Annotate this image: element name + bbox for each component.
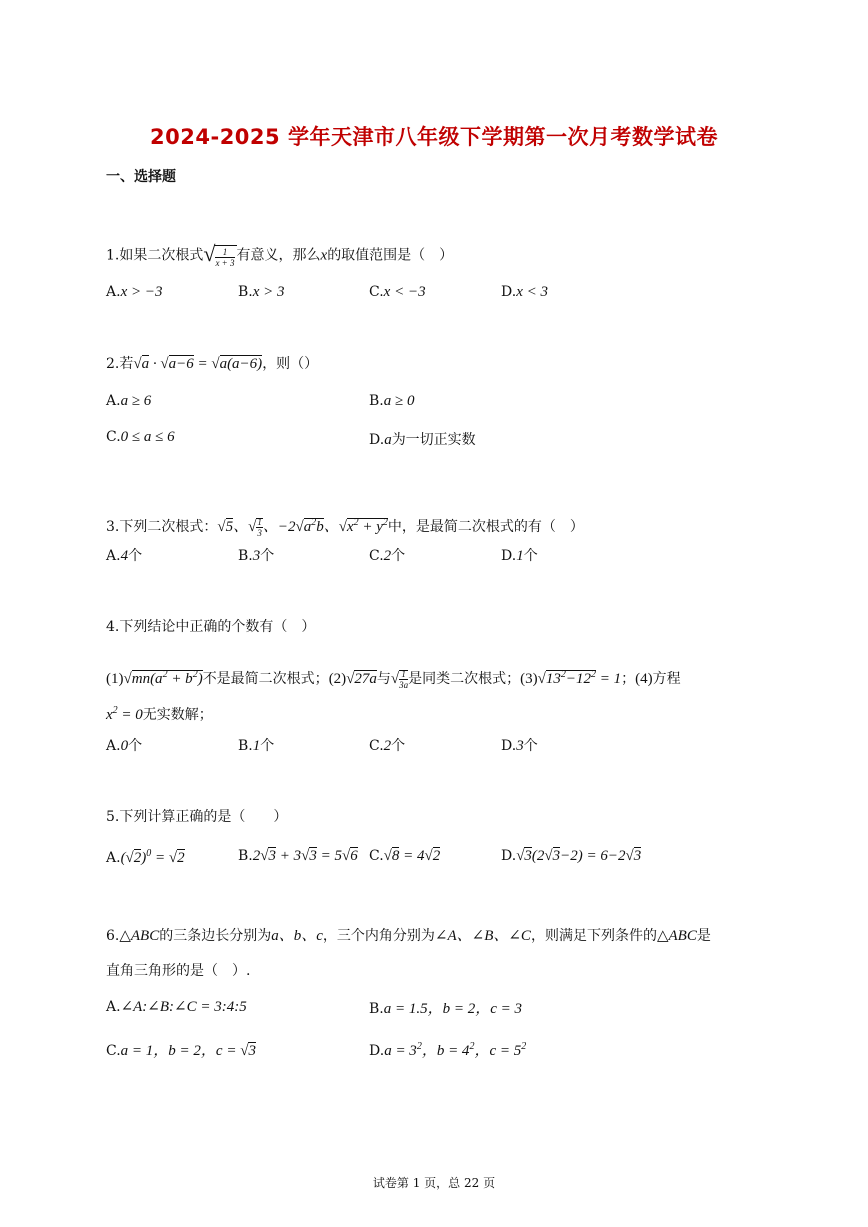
q4-option-b[interactable]: B.1个 <box>238 738 275 754</box>
question-4-statements: $(1)√mn(a^2 + b^2)$不是最简二次根式；(2)√27a与√ $\frac{1}{3a}$ 是同类二次根式；$(3)√13^2-12^2 = 1$；(4)方程 <box>106 669 681 691</box>
q5-option-a[interactable]: $A.(√2)^0 = √2$ <box>106 848 185 866</box>
q4-option-d[interactable]: D.3个 <box>501 738 538 754</box>
q5-option-b[interactable]: B.2√3 + 3√3 = 5√6 <box>238 848 358 864</box>
q6-option-d[interactable]: $D.a = 3^2$，$b = 4^2$，$c = 5^2$ <box>369 1041 527 1059</box>
q6-option-c[interactable]: C.a = 1，b = 2，c = √3 <box>106 1043 256 1059</box>
page-title: 2024-2025 学年天津市八年级下学期第一次月考数学试卷 <box>150 125 718 149</box>
q1-option-b[interactable]: B.x > 3 <box>238 284 285 300</box>
q1-option-c[interactable]: C.x < −3 <box>369 284 426 300</box>
q4-option-a[interactable]: A.0个 <box>106 738 143 754</box>
q6-option-b[interactable]: B.a = 1.5，b = 2，c = 3 <box>369 1001 523 1017</box>
question-4-statement-4-cont: $x^2 = 0$无实数解； <box>106 705 213 723</box>
q2-option-c[interactable]: C.0 ≤ a ≤ 6 <box>106 429 175 445</box>
question-1-stem: 1.如果二次根式√ $\frac{1}{x + 3}$ 有意义，那么x的取值范围是（ ） <box>106 241 454 268</box>
q2-option-d[interactable]: D.a为一切正实数 <box>369 432 476 448</box>
q6-option-a[interactable]: A.∠A:∠B:∠C = 3:4:5 <box>106 999 247 1015</box>
question-2-stem: 2.若√a · √a−6 = √a(a−6)，则（） <box>106 356 319 372</box>
question-5-stem: 5.下列计算正确的是（ ） <box>106 809 288 825</box>
q5-option-c[interactable]: C.√8 = 4√2 <box>369 848 441 864</box>
q2-option-a[interactable]: A.a ≥ 6 <box>106 393 152 409</box>
radical-icon: √ $\frac{1}{x + 3}$ <box>203 241 235 268</box>
question-3-stem: 3.下列二次根式：√5、√ $\frac{1}{3}$ 、$-2√a^2b$、$√x^2 + y^2$中，是最简二次根式的有（ ） <box>106 517 584 539</box>
section-heading: 一、选择题 <box>106 169 176 185</box>
question-4-stem: 4.下列结论中正确的个数有（ ） <box>106 619 316 635</box>
page-footer: 试卷第 1 页，总 22 页 <box>372 1176 496 1190</box>
question-6-stem: 6.△ABC的三条边长分别为a、b、c，三个内角分别为∠A、∠B、∠C，则满足下列条件的△ABC是 <box>106 928 711 944</box>
q2-option-b[interactable]: B.a ≥ 0 <box>369 393 415 409</box>
q5-option-d[interactable]: D.√3(2√3−2) = 6−2√3 <box>501 848 642 864</box>
q4-option-c[interactable]: C.2个 <box>369 738 406 754</box>
q3-option-c[interactable]: C.2个 <box>369 548 406 564</box>
q1-option-a[interactable]: A.x > −3 <box>106 284 163 300</box>
q3-option-b[interactable]: B.3个 <box>238 548 275 564</box>
question-6-stem-line2: 直角三角形的是（ ）. <box>106 963 251 979</box>
q3-option-a[interactable]: A.4个 <box>106 548 143 564</box>
q1-option-d[interactable]: D.x < 3 <box>501 284 548 300</box>
q3-option-d[interactable]: D.1个 <box>501 548 538 564</box>
